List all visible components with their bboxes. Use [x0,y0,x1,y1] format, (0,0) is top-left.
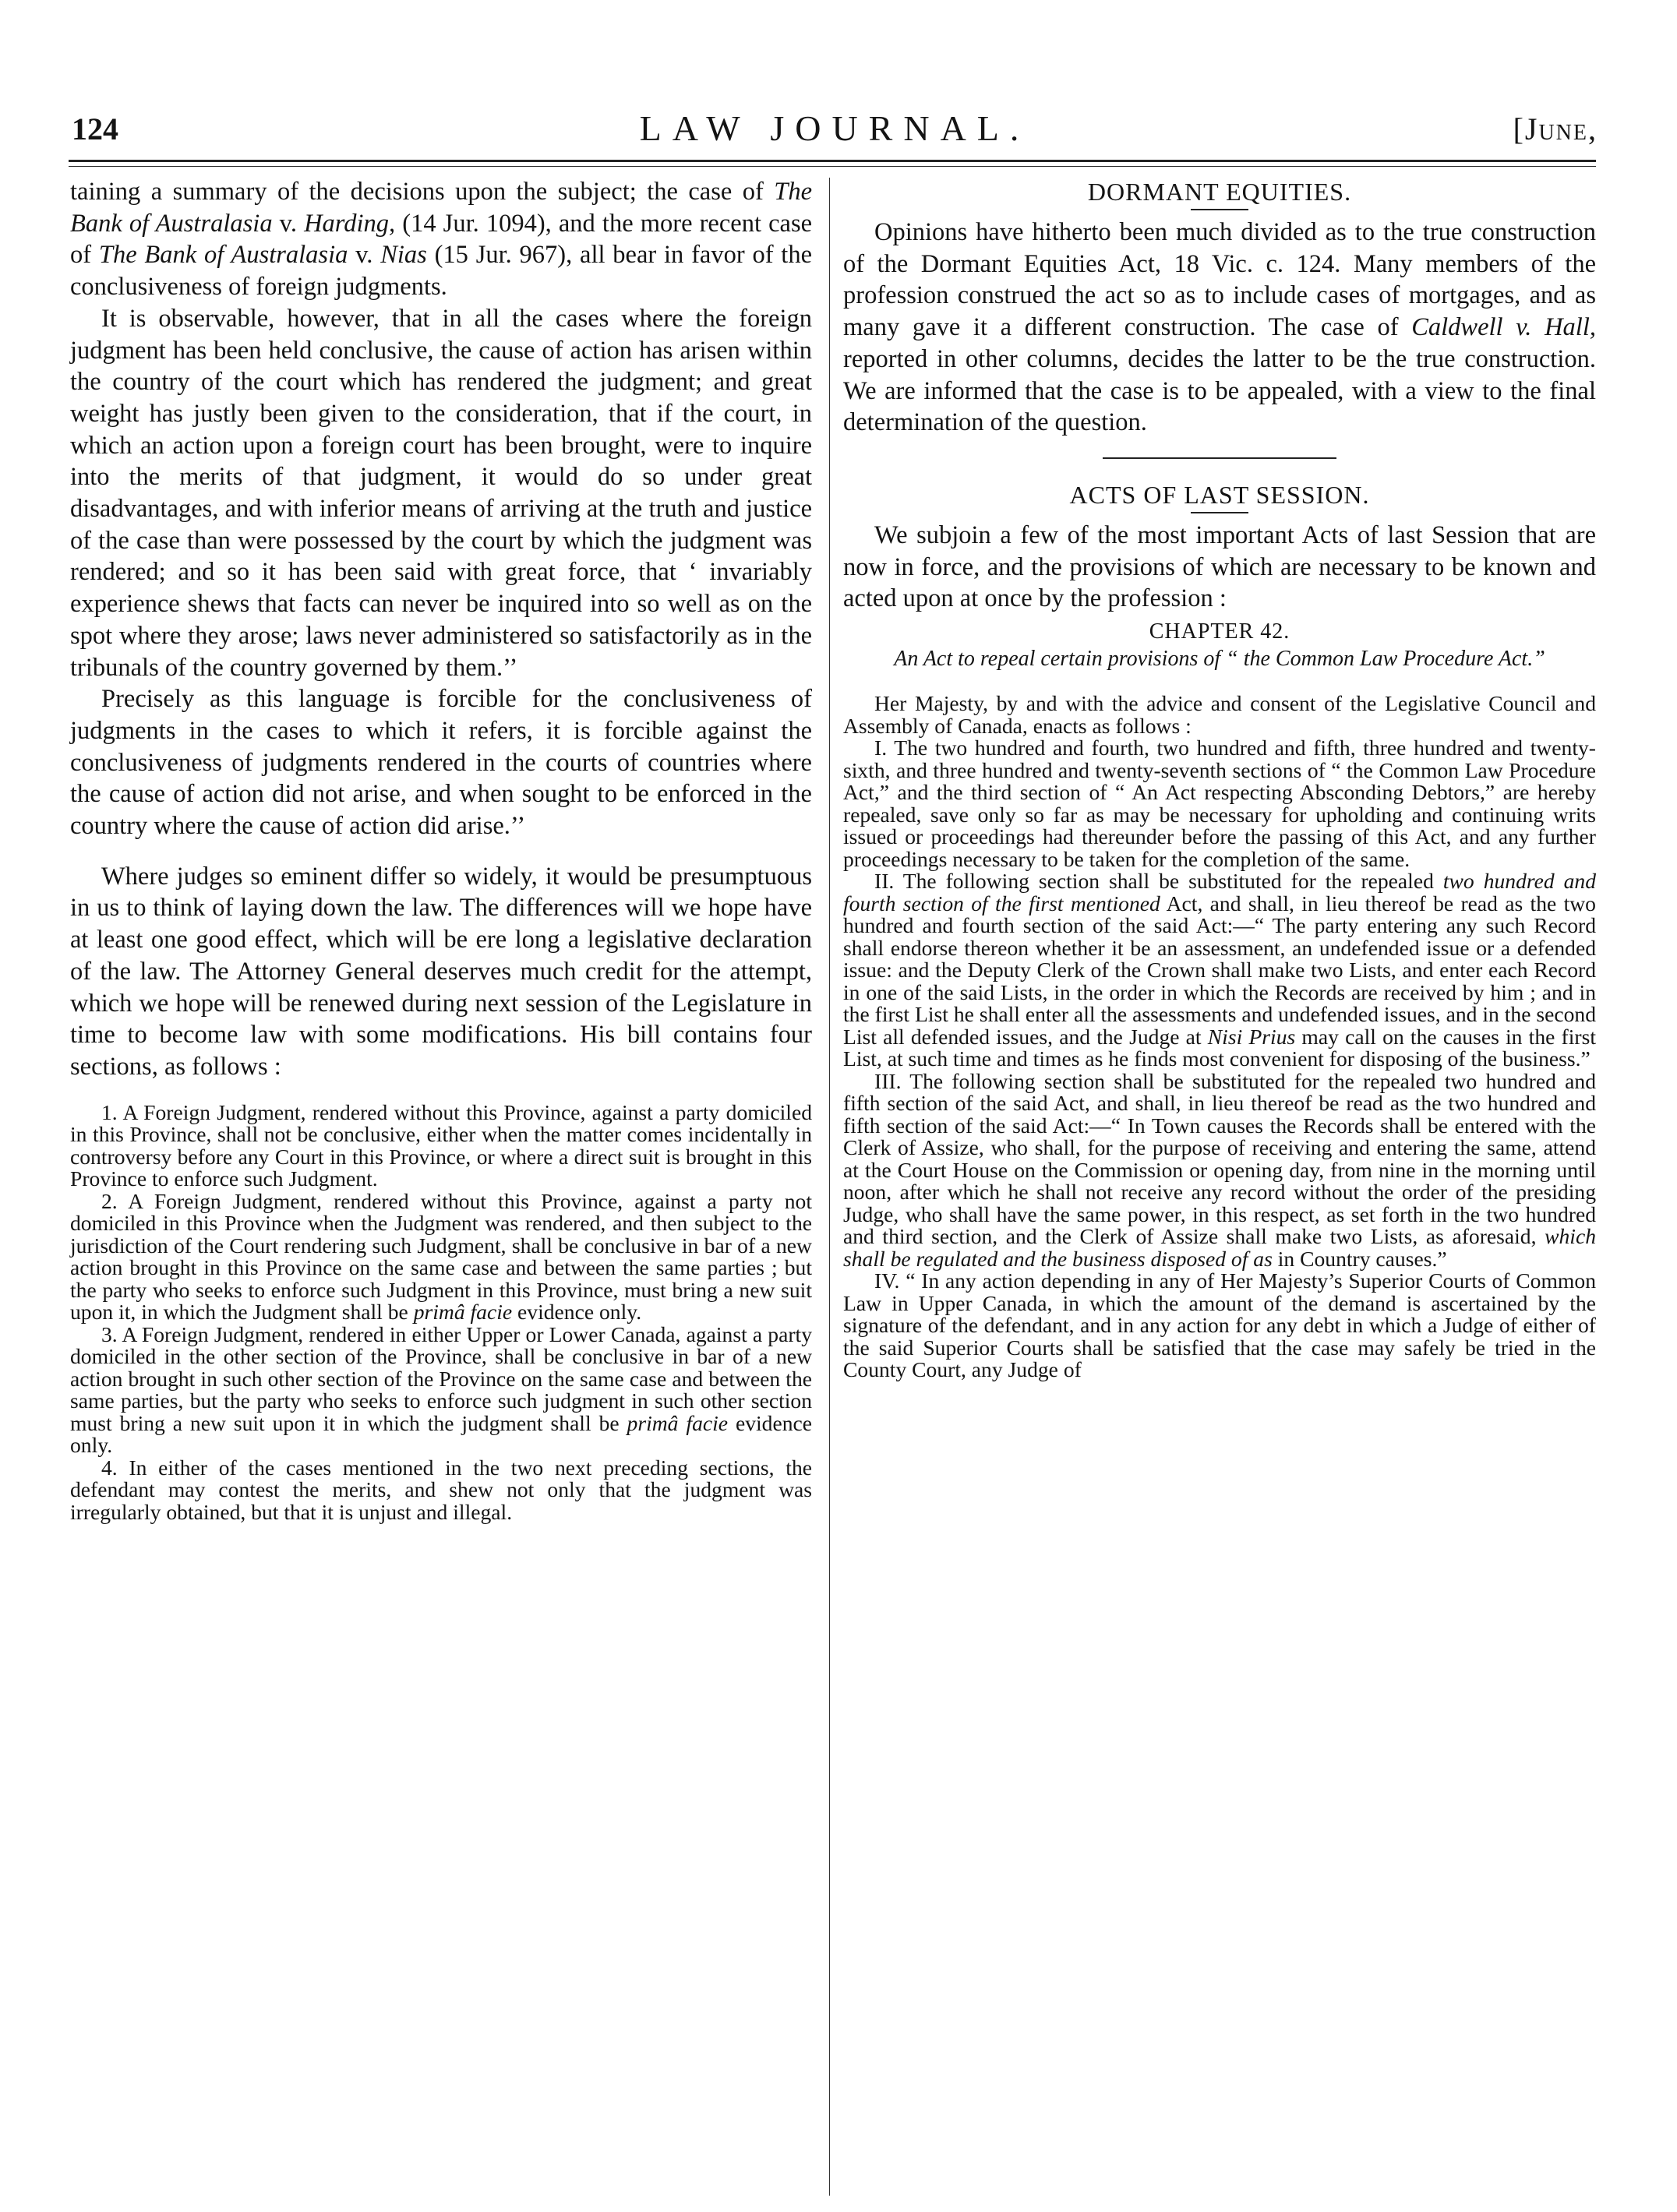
heading-rule [1191,209,1248,210]
text-run: II. The following section shall be substituted for the repealed [874,869,1443,894]
italic-term: Nisi Prius [1207,1024,1296,1049]
bill-section-2 [70,1188,812,1325]
text-run: Opinions have hitherto been much divided as to the true construction of the Dormant Equities Act, 18 Vic. c. 124. Many members of the profession construed the act so as to include cases of mortgages, and as many gave it a different construction. The case of [843,218,1596,342]
right-column [843,176,1596,1381]
paragraph-judges: Where judges so eminent differ so widely, it would be presumptuous in us to think of laying down the law. The differences will we hope have at least one good effect, which will be ere long a legislative declaration of the law. The Attorney General deserves much credit for the attempt, which we hope will be renewed during next session of the Legislature in time to become law with some modifications. His bill contains four sections, as follows : [70,862,812,1081]
text-run: 2. A Foreign Judgment, rendered without this Province, against a party not domiciled in this Province when the Judgment was rendered, and then subject to the jurisdiction of the Court rendering such Judgment, shall be conclusive in bar of a new action brought in this Province on the same case and between the same parties ; but the party who seeks to enforce such Judgment in this Province, must bring a new suit upon it, in which the Judgment shall be [70,1188,812,1325]
column-divider [829,178,830,2196]
heading-acts-last-session: ACTS OF LAST SESSION. [1069,480,1370,509]
case-name: Nias [380,241,427,270]
act-section-2 [843,870,1596,1071]
text-run: Act, and shall, in lieu thereof be read as the two hundred and fourth section of the said Act:—“ The party entering any such Record shall endorse thereon whether it be an assessment, an undefended issue or a defended issue: and the Deputy Clerk of the Crown shall make two Lists, and enter each Record in one of the said Lists, in the order in which the Records are received by him ; and in the first List he shall enter all the assessments and undefended issues, and in the second List all defended issues, and the Judge at [843,891,1596,1049]
header-rule-thin [69,166,1596,167]
paragraph-cases [70,176,812,303]
text-run: v. [272,209,305,238]
text-run: (15 Jur. 967), all bear in favor of the conclusiveness of foreign judgments. [70,241,813,302]
text-run: (14 Jur. 1094), and the more recent case of [70,209,813,270]
italic-run: which shall be regulated and the business disposed of as [843,1224,1596,1271]
text-run: 3. A Foreign Judgment, rendered in either Upper or Lower Canada, against a party domiciled in the other section of the Province, shall be conclusive in bar of a new action brought in such other section of the Province on the same case and between the same parties, but the party who seeks to enforce such judgment in such other section must bring a new suit upon it in which the judgment shall be [70,1321,812,1435]
act-section-3 [843,1068,1596,1271]
header-rule-thick [69,160,1596,162]
heading-rule [1191,512,1248,513]
act-title: An Act to repeal certain provisions of “ the Common Law Procedure Act.” [894,647,1545,672]
act-section-1: I. The two hundred and fourth, two hundred and fifth, three hundred and twenty-sixth, and three hundred and twenty-seventh sections of “ the Common Law Procedure Act,” and the third section of “ An Act respecting Absconding Debtors,” are hereby repealed, save only so far as may be necessary for upholding and continuing writs issued or proceedings had thereunder before the passing of this Act, and any further proceedings necessary to be taken for the completion of the same. [843,736,1596,871]
italic-term: primâ facie [627,1410,729,1435]
heading-dormant-equities: DORMANT EQUITIES. [1087,178,1352,206]
text-run: reported in other columns, decides the latter to be the true construction. We are informed that the case is to be appealed, with a view to the final determination of the question. [843,344,1596,437]
page-header [72,108,1598,154]
enacting-clause: Her Majesty, by and with the advice and consent of the Legislative Council and Assembly of Canada, enacts as follows : [843,691,1596,738]
paragraph-dormant-equities [843,217,1596,439]
paragraph-precisely: Precisely as this language is forcible for the conclusiveness of judgments in the cases to which it refers, it is forcible against the conclusiveness of judgments rendered in the courts of countries where the cause of action did not arise, and when sought to be enforced in the country where the cause of action did arise.’’ [70,685,812,841]
journal-title: LAW JOURNAL. [639,108,1030,148]
case-name: Harding, [304,209,396,238]
italic-term: primâ facie [413,1300,513,1325]
bill-section-4: 4. In either of the cases mentioned in the two next preceding sections, the defendant may contest the merits, and shew not only that the judgment was irregularly obtained, but that it is unjust and illegal. [70,1455,812,1524]
text-run: in Country causes.” [1272,1246,1447,1271]
case-name: The Bank of Australasia [98,241,348,270]
text-run: evidence only. [70,1410,813,1458]
section-separator [1103,457,1336,459]
paragraph-observable: It is observable, however, that in all the cases where the foreign judgment has been held conclusive, the cause of action has arisen within the country of the court which has rendered the judgment; and great weight has justly been given to the consideration, that if the court, in which an action upon a foreign court has been brought, were to inquire into the merits of that judgment, it would do so under great disadvantages, and with inferior means of arriving at the truth and justice of the case than were possessed by the court by which the judgment was rendered; and so it has been said with great force, that ‘ invariably experience shews that facts can never be inquired into so well as on the spot where they arose; laws never administered so satisfactorily as in the tribunals of the country governed by them.’’ [70,304,812,682]
act-section-4: IV. “ In any action depending in any of Her Majesty’s Superior Courts of Common Law in Upper Canada, in which the amount of the demand is ascertained by the signature of the defendant, and in any action for any debt in which a Judge of either of the said Superior Courts shall be satisfied that the case may safely be tried in the County Court, any Judge of [843,1268,1596,1382]
text-run: v. [348,241,381,270]
chapter-heading: CHAPTER 42. [1149,619,1290,644]
page-number: 124 [72,111,118,146]
text-run: taining a summary of the decisions upon the subject; the case of [70,178,775,206]
bill-section-3 [70,1321,813,1458]
case-name: The Bank of Australasia [70,178,812,238]
bill-section-1: 1. A Foreign Judgment, rendered without this Province, against a party domiciled in this Province, shall not be conclusive, either when the matter comes incidentally in controversy before any Court in this Province, or where a direct suit is brought in this Province to enforce such Judgment. [70,1099,812,1191]
text-run: may call on the causes in the first List, at such time and times as he finds most convenient for disposing of the business.” [843,1024,1597,1071]
left-column [70,176,812,1523]
case-name: Caldwell v. Hall, [1411,313,1596,342]
header-month: [June, [1513,111,1598,146]
text-run: III. The following section shall be substituted for the repealed two hundred and fifth section of the said Act, and shall, in lieu thereof be read as the two hundred and fifth section of the said Act:—“ In Town causes the Records shall be entered with the Clerk of Assize, who shall, for the purpose of receiving and entering the same, attend at the Court House on the Commission or opening day, from nine in the morning until noon, after which he shall not receive any record without the order of the presiding Judge, who shall have the same power, in this respect, as set forth in the two hundred and third section, and the Clerk of Assize shall make two Lists, as aforesaid, [843,1068,1596,1249]
text-run: evidence only. [512,1300,642,1325]
italic-run: two hundred and fourth section of the first mentioned [843,869,1596,915]
paragraph-acts-intro: We subjoin a few of the most important Acts of last Session that are now in force, and the provisions of which are necessary to be known and acted upon at once by the profession : [843,520,1596,613]
